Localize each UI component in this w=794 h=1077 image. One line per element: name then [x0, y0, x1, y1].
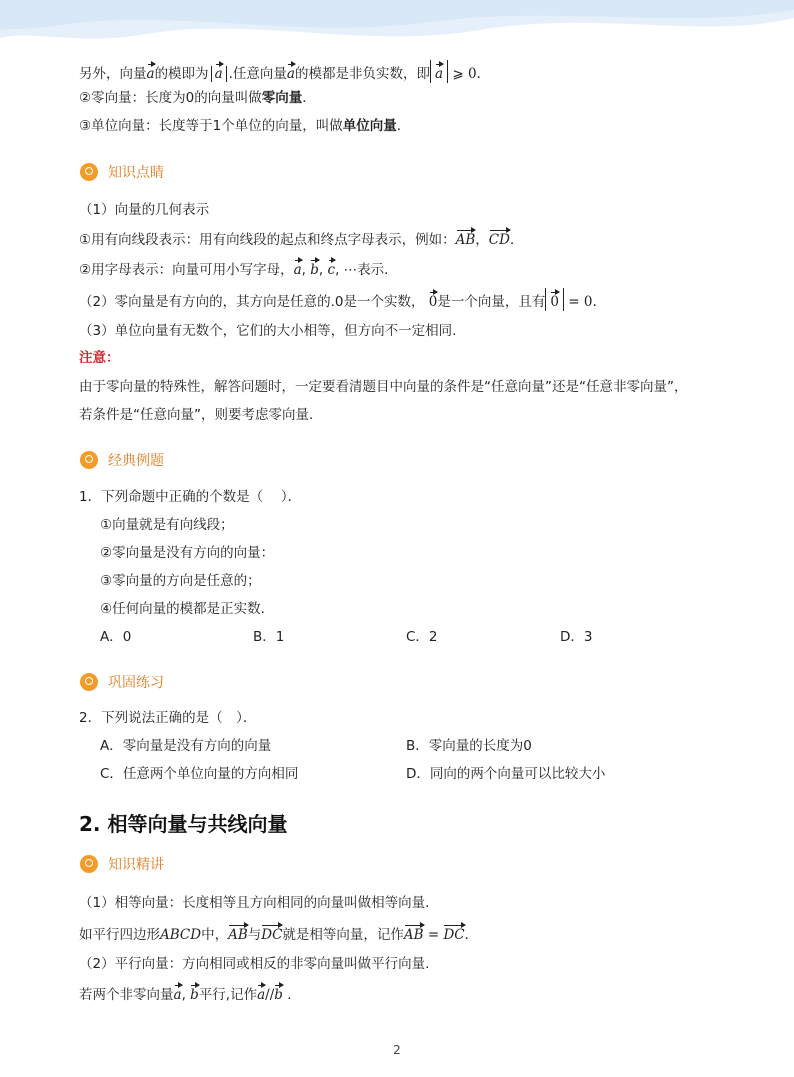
note-line-2: 若条件是“任意向量”，则要考虑零向量. — [79, 407, 314, 423]
practice-option-a: A．零向量是没有方向的向量 — [100, 738, 272, 754]
practice-option-c: C．任意两个单位向量的方向相同 — [100, 766, 299, 782]
example-option-b: B．1 — [253, 629, 285, 645]
example-statement-4: ④任何向量的模都是正实数． — [100, 601, 275, 617]
geometric-representation-title: （1）向量的几何表示 — [79, 202, 210, 218]
page-number: 2 — [393, 1043, 401, 1057]
parallel-notation-line: 若两个非零向量a, b平行,记作a//b ． — [79, 983, 301, 1005]
intro-line-1: 另外，向量a的模即为 a .任意向量a的模都是非负实数，即 a ⩾ 0. — [79, 60, 481, 84]
note-line-1: 由于零向量的特殊性，解答问题时，一定要看清题目中向量的条件是“任意向量”还是“任意非零向量”， — [79, 379, 688, 395]
section-header-classic-examples: 经典例题 — [80, 448, 164, 472]
section-header-knowledge-points: 知识点睛 — [80, 160, 164, 184]
practice-option-d: D．同向的两个向量可以比较大小 — [406, 766, 606, 782]
section-header-practice: 巩固练习 — [80, 670, 164, 694]
practice-question-stem: 2．下列说法正确的是（ ）． — [79, 710, 257, 726]
lightbulb-icon — [80, 163, 98, 181]
equal-vector-definition: （1）相等向量：长度相等且方向相同的向量叫做相等向量． — [79, 895, 439, 911]
lightbulb-icon — [80, 451, 98, 469]
section-heading-equal-collinear-vectors: 2. 相等向量与共线向量 — [79, 812, 288, 836]
unit-vector-line: （3）单位向量有无数个，它们的大小相等，但方向不一定相同. — [79, 323, 457, 339]
zero-vector-direction-line: （2）零向量是有方向的，其方向是任意的.0是一个实数， 0是一个向量，且有 0 = 0. — [79, 288, 597, 312]
example-statement-1: ①向量就是有向线段； — [100, 517, 234, 533]
note-label: 注意： — [79, 350, 120, 366]
practice-option-b: B．零向量的长度为0 — [406, 738, 532, 754]
section-header-knowledge-explanation: 知识精讲 — [80, 852, 164, 876]
lightbulb-icon — [80, 673, 98, 691]
letter-representation-line: ②用字母表示：向量可用小写字母，a, b, c, ⋯表示． — [79, 258, 398, 280]
example-statement-3: ③零向量的方向是任意的； — [100, 573, 261, 589]
example-question-stem: 1．下列命题中正确的个数是（ ）． — [79, 489, 302, 505]
parallel-vector-definition: （2）平行向量：方向相同或相反的非零向量叫做平行向量. — [79, 956, 430, 972]
example-option-a: A．0 — [100, 629, 132, 645]
directed-segment-line: ①用有向线段表示：用有向线段的起点和终点字母表示，例如：AB，CD． — [79, 228, 523, 250]
example-option-c: C．2 — [406, 629, 438, 645]
lightbulb-icon — [80, 855, 98, 873]
parallelogram-example-line: 如平行四边形ABCD中，AB与DC就是相等向量，记作AB = DC． — [79, 923, 478, 945]
intro-line-2: ②零向量：长度为0的向量叫做零向量． — [79, 90, 316, 106]
example-statement-2: ②零向量是没有方向的向量： — [100, 545, 275, 561]
example-option-d: D．3 — [560, 629, 593, 645]
header-wave-decoration — [0, 0, 794, 60]
intro-line-3: ③单位向量：长度等于1个单位的向量，叫做单位向量． — [79, 118, 411, 134]
